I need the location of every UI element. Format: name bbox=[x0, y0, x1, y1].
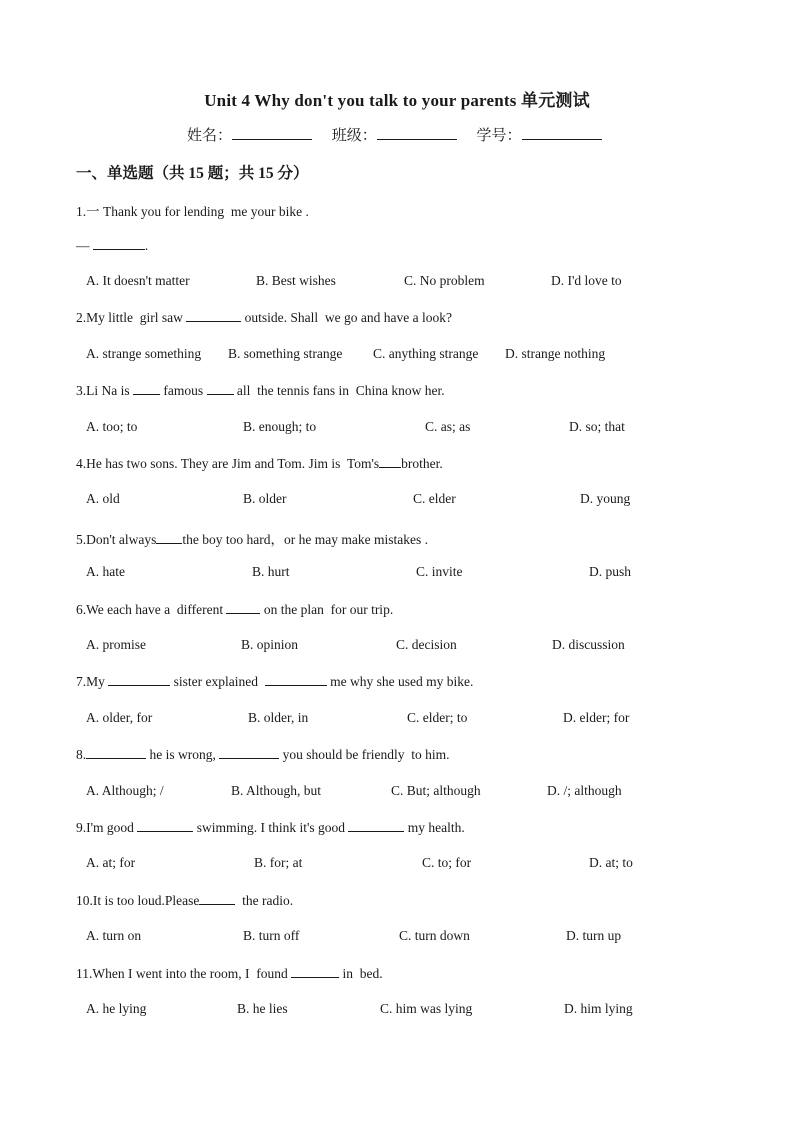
question-text: 8. bbox=[76, 747, 87, 762]
question-5 bbox=[76, 528, 428, 548]
question-10 bbox=[76, 892, 293, 909]
option-a[interactable]: A. at; for bbox=[86, 855, 136, 870]
question-text: outside. Shall we go and have a look? bbox=[241, 310, 452, 325]
question-text: you should be friendly to him. bbox=[279, 747, 450, 762]
question-text: 9.I'm good bbox=[76, 820, 138, 835]
question-8-options bbox=[86, 783, 646, 801]
option-b[interactable]: B. he lies bbox=[237, 1001, 288, 1016]
question-text: sister explained bbox=[170, 674, 265, 689]
question-5-options bbox=[86, 564, 646, 582]
question-text: in bed. bbox=[339, 966, 383, 981]
option-d[interactable]: D. /; although bbox=[547, 783, 622, 798]
question-text: all the tennis fans in China know her. bbox=[233, 383, 445, 398]
option-c[interactable]: C. turn down bbox=[399, 928, 470, 943]
answer-blank[interactable] bbox=[137, 819, 193, 832]
option-a[interactable]: A. he lying bbox=[86, 1001, 147, 1016]
option-b[interactable]: B. hurt bbox=[252, 564, 290, 579]
option-a[interactable]: A. Although; / bbox=[86, 783, 164, 798]
option-d[interactable]: D. at; to bbox=[589, 855, 633, 870]
answer-blank[interactable] bbox=[207, 382, 234, 395]
class-label: 班级： bbox=[331, 128, 377, 144]
name-blank[interactable] bbox=[232, 125, 312, 140]
option-d[interactable]: D. turn up bbox=[566, 928, 622, 943]
option-a[interactable]: A. promise bbox=[86, 637, 146, 652]
answer-blank[interactable] bbox=[219, 746, 279, 759]
question-text: 4.He has two sons. They are Jim and Tom. Jim is Tom's bbox=[76, 456, 380, 471]
option-b[interactable]: B. turn off bbox=[243, 928, 300, 943]
question-text: 10.It is too loud.Please bbox=[76, 893, 200, 908]
number-blank[interactable] bbox=[522, 125, 602, 140]
option-a[interactable]: A. turn on bbox=[86, 928, 142, 943]
answer-blank[interactable] bbox=[108, 673, 170, 686]
question-9 bbox=[76, 819, 465, 836]
option-c[interactable]: C. No problem bbox=[404, 273, 485, 288]
option-a[interactable]: A. too; to bbox=[86, 419, 138, 434]
question-6-options bbox=[86, 637, 646, 655]
answer-blank[interactable] bbox=[186, 309, 241, 322]
option-c[interactable]: C. decision bbox=[396, 637, 457, 652]
question-7-options bbox=[86, 710, 646, 728]
question-text: 1.一 Thank you for lending me your bike . bbox=[76, 204, 309, 219]
answer-blank[interactable] bbox=[379, 455, 401, 468]
question-text: he is wrong, bbox=[146, 747, 220, 762]
question-text: swimming. I think it's good bbox=[193, 820, 349, 835]
number-field bbox=[477, 124, 602, 145]
answer-blank[interactable] bbox=[348, 819, 404, 832]
option-b[interactable]: B. older bbox=[243, 491, 287, 506]
question-8 bbox=[76, 746, 449, 763]
question-text: brother. bbox=[401, 456, 443, 471]
option-c[interactable]: C. him was lying bbox=[380, 1001, 473, 1016]
question-6 bbox=[76, 601, 393, 618]
option-a[interactable]: A. strange something bbox=[86, 346, 202, 361]
question-text: the boy too hard，or he may make mistakes . bbox=[182, 532, 428, 547]
class-field bbox=[332, 124, 457, 145]
class-blank[interactable] bbox=[377, 125, 457, 140]
question-text: 3.Li Na is bbox=[76, 383, 133, 398]
question-text: the radio. bbox=[235, 893, 294, 908]
option-c[interactable]: C. But; although bbox=[391, 783, 481, 798]
question-2 bbox=[76, 309, 452, 326]
question-text: famous bbox=[160, 383, 207, 398]
answer-blank[interactable] bbox=[199, 892, 235, 905]
option-d[interactable]: D. I'd love to bbox=[551, 273, 622, 288]
option-c[interactable]: C. elder; to bbox=[407, 710, 468, 725]
question-3 bbox=[76, 382, 445, 399]
option-c[interactable]: C. elder bbox=[413, 491, 456, 506]
section-heading: 一、单选题（共 15 题；共 15 分） bbox=[76, 165, 309, 182]
option-b[interactable]: B. older, in bbox=[248, 710, 309, 725]
option-a[interactable]: A. It doesn't matter bbox=[86, 273, 190, 288]
option-b[interactable]: B. Although, but bbox=[231, 783, 322, 798]
number-label: 学号： bbox=[476, 128, 522, 144]
answer-blank[interactable] bbox=[86, 746, 146, 759]
question-text: me why she used my bike. bbox=[326, 674, 474, 689]
question-text: 11.When I went into the room, I found bbox=[76, 966, 292, 981]
option-b[interactable]: B. something strange bbox=[228, 346, 343, 361]
question-2-options bbox=[86, 346, 646, 364]
question-text: 5.Don't always bbox=[76, 532, 157, 547]
option-d[interactable]: D. discussion bbox=[552, 637, 625, 652]
question-1-response bbox=[76, 237, 148, 254]
option-a[interactable]: A. old bbox=[86, 491, 120, 506]
answer-blank[interactable] bbox=[156, 531, 182, 544]
option-a[interactable]: A. older, for bbox=[86, 710, 153, 725]
question-4-options bbox=[86, 491, 646, 509]
option-b[interactable]: B. enough; to bbox=[243, 419, 317, 434]
question-text: 6.We each have a different bbox=[76, 602, 227, 617]
question-11 bbox=[76, 965, 383, 982]
question-3-options bbox=[86, 419, 646, 437]
question-4 bbox=[76, 455, 443, 472]
question-1 bbox=[76, 200, 309, 220]
option-c[interactable]: C. to; for bbox=[422, 855, 472, 870]
question-7 bbox=[76, 673, 473, 690]
option-d[interactable]: D. strange nothing bbox=[505, 346, 606, 361]
question-text: — bbox=[76, 238, 93, 253]
name-field bbox=[187, 124, 312, 145]
option-d[interactable]: D. young bbox=[580, 491, 631, 506]
answer-blank[interactable] bbox=[133, 382, 160, 395]
question-11-options bbox=[86, 1001, 646, 1019]
option-d[interactable]: D. him lying bbox=[564, 1001, 633, 1016]
name-label: 姓名： bbox=[187, 128, 233, 144]
option-a[interactable]: A. hate bbox=[86, 564, 125, 579]
option-b[interactable]: B. Best wishes bbox=[256, 273, 336, 288]
option-c[interactable]: C. as; as bbox=[425, 419, 471, 434]
answer-blank[interactable] bbox=[226, 601, 260, 614]
option-b[interactable]: B. for; at bbox=[254, 855, 303, 870]
question-text: 7.My bbox=[76, 674, 109, 689]
answer-blank[interactable] bbox=[291, 965, 339, 978]
question-text: on the plan for our trip. bbox=[260, 602, 394, 617]
question-1-options bbox=[86, 273, 646, 291]
answer-blank[interactable] bbox=[93, 237, 145, 250]
page-title: Unit 4 Why don't you talk to your parents 单元测试 bbox=[204, 91, 590, 110]
option-b[interactable]: B. opinion bbox=[241, 637, 299, 652]
question-text: my health. bbox=[404, 820, 465, 835]
student-info-row bbox=[187, 124, 618, 145]
option-c[interactable]: C. anything strange bbox=[373, 346, 479, 361]
question-10-options bbox=[86, 928, 646, 946]
question-9-options bbox=[86, 855, 646, 873]
option-d[interactable]: D. push bbox=[589, 564, 632, 579]
question-text: 2.My little girl saw bbox=[76, 310, 187, 325]
option-d[interactable]: D. so; that bbox=[569, 419, 625, 434]
answer-blank[interactable] bbox=[265, 673, 327, 686]
option-d[interactable]: D. elder; for bbox=[563, 710, 630, 725]
option-c[interactable]: C. invite bbox=[416, 564, 463, 579]
question-text: . bbox=[144, 238, 149, 253]
